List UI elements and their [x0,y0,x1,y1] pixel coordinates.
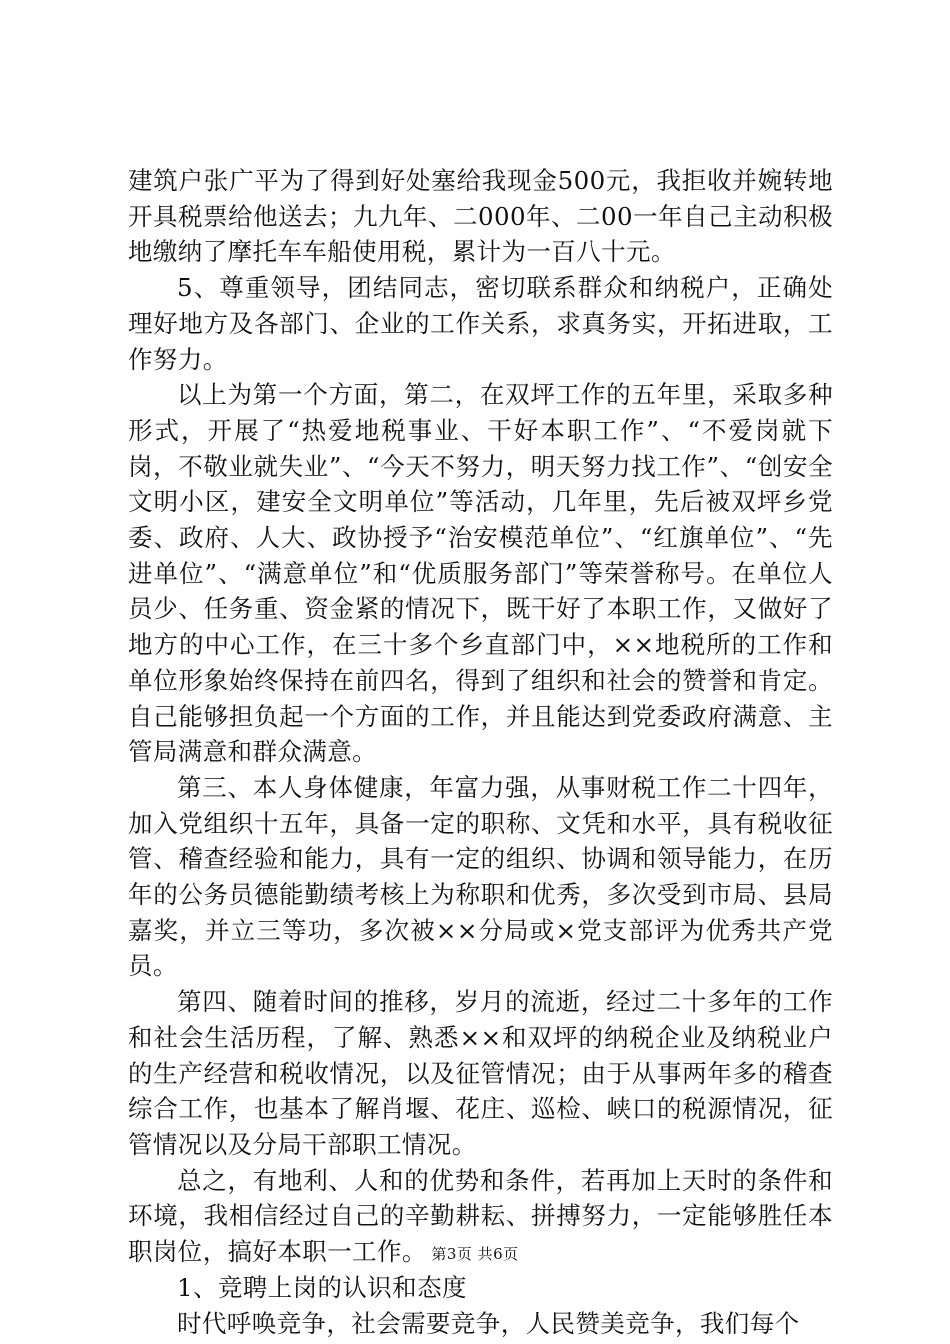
paragraph-4: 第三、本人身体健康，年富力强，从事财税工作二十四年，加入党组织十五年，具备一定的职称、文凭和水平，具有税收征管、稽查经验和能力，具有一定的组织、协调和领导能力，在历年的公务员德能勤绩考核上为称职和优秀，多次受到市局、县局嘉奖，并立三等功，多次被××分局或×党支部评为优秀共产党员。 [128,772,833,981]
paragraph-2: 5、尊重领导，团结同志，密切联系群众和纳税户，正确处理好地方及各部门、企业的工作关系，求真务实，开拓进取，工作努力。 [128,273,833,374]
paragraph-6: 总之，有地利、人和的优势和条件，若再加上天时的条件和环境，我相信经过自己的辛勤耕耘、拼搏努力，一定能够胜任本职岗位，搞好本职一工作。 [128,1165,833,1267]
paragraph-7: 时代呼唤竞争，社会需要竞争，人民赞美竞争，我们每个 [177,1308,800,1338]
document-body [128,163,833,1341]
paragraph-1: 建筑户张广平为了得到好处塞给我现金500元，我拒收并婉转地开具税票给他送去；九九年、二000年、二00一年自己主动积极地缴纳了摩托车车船使用税，累计为一百八十元。 [128,166,833,267]
section-heading: 1、竞聘上岗的认识和态度 [177,1272,467,1302]
page-number-footer: 第3页 共6页 [431,1245,519,1263]
paragraph-5: 第四、随着时间的推移，岁月的流逝，经过二十多年的工作和社会生活历程，了解、熟悉××和双坪的纳税企业及纳税业户的生产经营和税收情况，以及征管情况；由于从事两年多的稽查综合工作，也基本了解肖堰、花庄、巡检、峡口的税源情况，征管情况以及分局干部职工情况。 [128,987,833,1159]
paragraph-3: 以上为第一个方面，第二，在双坪工作的五年里，采取多种形式，开展了“热爱地税事业、干好本职工作”、“不爱岗就下岗，不敬业就失业”、“今天不努力，明天努力找工作”、“创安全文明小区，建安全文明单位”等活动，几年里，先后被双坪乡党委、政府、人大、政协授予“治安模范单位”、“红旗单位”、“先进单位”、“满意单位”和“优质服务部门”等荣誉称号。在单位人员少、任务重、资金紧的情况下，既干好了本职工作，又做好了地方的中心工作，在三十多个乡直部门中，××地税所的工作和单位形象始终保持在前四名，得到了组织和社会的赞誉和肯定。自己能够担负起一个方面的工作，并且能达到党委政府满意、主管局满意和群众满意。 [128,380,833,767]
